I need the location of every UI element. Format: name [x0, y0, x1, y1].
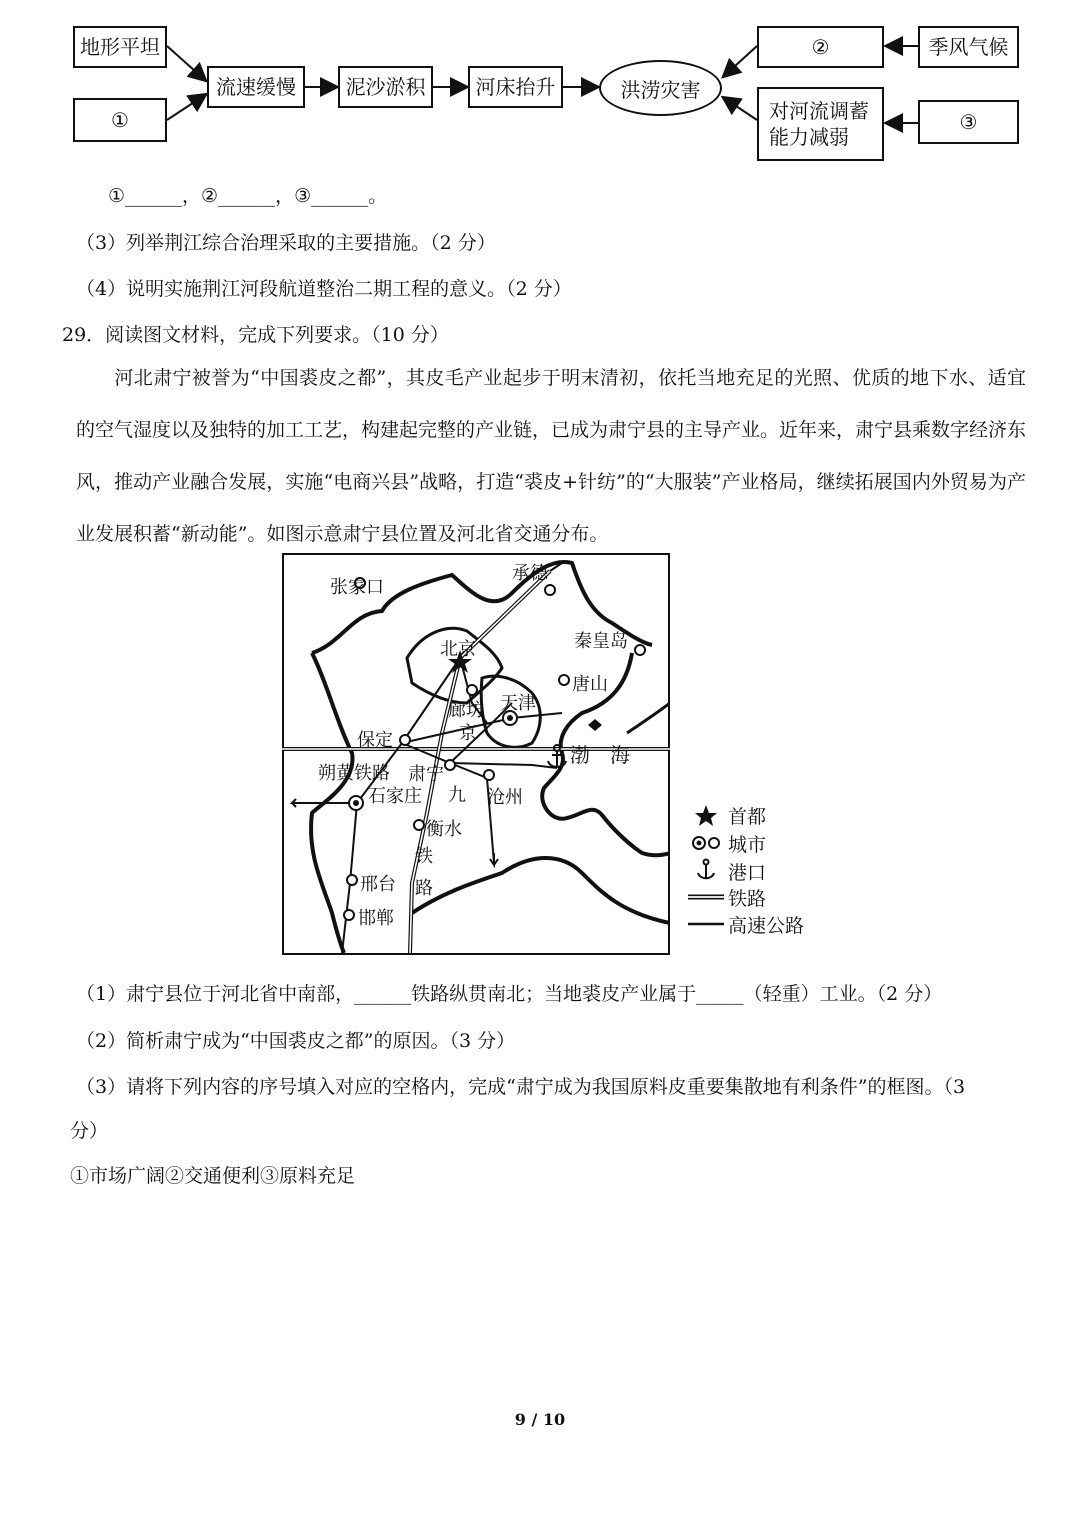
label-baoding: 保定	[357, 730, 393, 751]
label-jiu: 九	[448, 785, 466, 806]
label-jing: 京	[459, 723, 477, 744]
xingtai-marker	[347, 875, 357, 885]
map-legend	[686, 800, 826, 940]
label-tangshan: 唐山	[572, 674, 608, 695]
bed-rise-box: 河床抬升	[468, 66, 563, 108]
legend-capital: 首都	[728, 806, 767, 828]
label-shijiazhuang: 石家庄	[368, 786, 422, 807]
label-chengde: 承德	[512, 563, 548, 584]
sub-question-2: （2）简析肃宁成为“中国裘皮之都”的原因。（3 分）	[76, 1030, 516, 1052]
tangshan-marker	[559, 675, 569, 685]
blank2-box: ②	[757, 26, 884, 68]
sub-question-3-cont: 分）	[70, 1120, 109, 1142]
terrain-box: 地形平坦	[73, 26, 167, 68]
tianjin-marker-dot	[507, 715, 513, 721]
legend-city-icon	[693, 837, 719, 849]
label-beijing: 北京	[440, 639, 476, 660]
legend-star-icon	[695, 805, 717, 826]
option-list: ①市场广阔②交通便利③原料充足	[70, 1165, 356, 1187]
material-paragraph	[76, 352, 1026, 560]
legend-port: 港口	[728, 862, 767, 884]
label-zhangjiakou: 张家口	[330, 577, 384, 598]
hengshui-marker	[414, 820, 424, 830]
label-shuohuang-railway: 朔黄铁路	[318, 763, 390, 784]
legend-symbols	[686, 800, 726, 940]
flood-oval: 洪涝灾害	[599, 60, 722, 116]
blank3-box: ③	[918, 100, 1019, 144]
monsoon-box: 季风气候	[918, 26, 1019, 68]
flow-slow-box: 流速缓慢	[207, 66, 305, 108]
blank1-box: ①	[73, 98, 167, 142]
page-number: 9 / 10	[514, 1410, 566, 1429]
sub-question-1: （1）肃宁县位于河北省中南部，______铁路纵贯南北；当地裘皮产业属于_____（轻重）工业。（2 分）	[76, 983, 943, 1005]
label-xingtai: 邢台	[360, 874, 396, 895]
label-lu: 路	[415, 878, 433, 899]
sub-question-3: （3）请将下列内容的序号填入对应的空格内，完成“肃宁成为我国原料皮重要集散地有利条件”的框图。（3	[76, 1076, 966, 1098]
legend-city: 城市	[728, 834, 767, 856]
flowchart	[0, 0, 1080, 170]
label-tie: 铁	[415, 846, 433, 867]
langfang-marker	[467, 685, 477, 695]
legend-anchor-icon	[698, 860, 714, 879]
label-hengshui: 衡水	[426, 819, 462, 840]
chengde-marker	[545, 585, 555, 595]
hebei-map	[282, 553, 670, 955]
material-text: 河北肃宁被誉为“中国裘皮之都”，其皮毛产业起步于明末清初，依托当地充足的光照、优质的地下水、适宜的空气湿度以及独特的加工工艺，构建起完整的产业链，已成为肃宁县的主导产业。近年来，肃宁县乘数字经济东风，推动产业融合发展，实施“电商兴县”战略，打造“裘皮+针纺”的“大服装”产业格局，继续拓展国内外贸易为产业发展积蓄“新动能”。如图示意肃宁县位置及河北省交通分布。	[76, 367, 1027, 545]
legend-railway: 铁路	[728, 888, 767, 910]
cangzhou-marker	[484, 770, 494, 780]
label-bohai: 渤 海	[570, 743, 630, 767]
label-langfang: 廊坊	[448, 700, 484, 721]
baoding-marker	[400, 735, 410, 745]
regulation-box: 对河流调蓄 能力减弱	[757, 87, 884, 161]
question-29-heading: 29．阅读图文材料，完成下列要求。（10 分）	[62, 324, 449, 346]
silt-box: 泥沙淤积	[338, 66, 433, 108]
question-4: （4）说明实施荆江河段航道整治二期工程的意义。（2 分）	[76, 278, 572, 300]
suning-marker	[445, 760, 455, 770]
label-suning: 肃宁	[408, 764, 444, 785]
question-3: （3）列举荆江综合治理采取的主要措施。（2 分）	[76, 232, 496, 254]
handan-marker	[344, 910, 354, 920]
label-qinhuangdao: 秦皇岛	[574, 631, 628, 652]
answer-blanks: ①______，②______，③______。	[108, 185, 388, 207]
qinhuangdao-marker	[635, 645, 645, 655]
shijiazhuang-marker-dot	[353, 800, 359, 806]
label-cangzhou: 沧州	[487, 787, 523, 808]
label-tianjin: 天津	[500, 693, 536, 714]
legend-highway: 高速公路	[728, 915, 805, 937]
label-handan: 邯郸	[358, 908, 394, 929]
